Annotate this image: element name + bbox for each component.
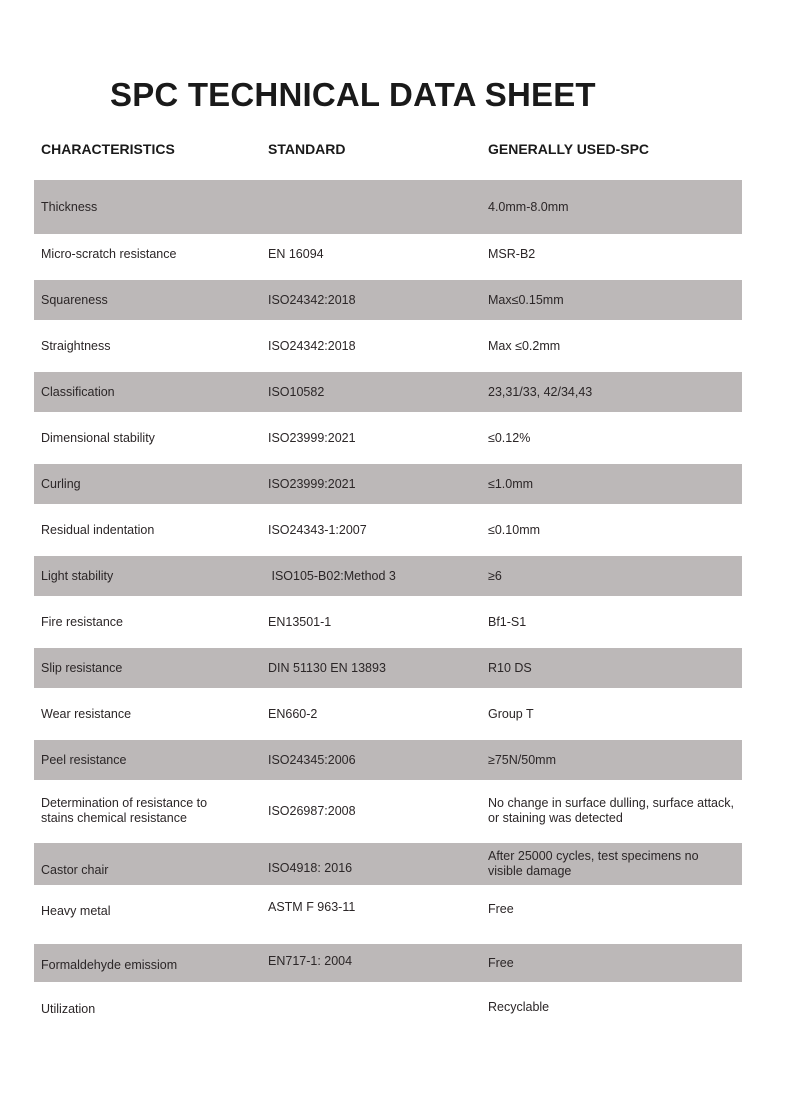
value-cell: Recyclable <box>488 999 550 1014</box>
table-row-castor-chair <box>34 843 742 885</box>
table-row-slip-resistance <box>34 648 742 688</box>
value-cell: No change in surface dulling, surface attack, or staining was detected <box>488 796 734 825</box>
table-row-formaldehyde <box>34 944 742 982</box>
header-characteristics: CHARACTERISTICS <box>41 141 175 157</box>
value-cell: MSR-B2 <box>488 246 536 261</box>
table-row-heavy-metal <box>34 885 742 943</box>
table-row-squareness <box>34 280 742 320</box>
value-cell: Free <box>488 901 514 916</box>
standard-cell: ISO23999:2021 <box>268 430 356 445</box>
standard-cell <box>268 982 478 1034</box>
characteristic-cell: Fire resistance <box>41 614 123 629</box>
characteristic-cell: Peel resistance <box>41 752 127 767</box>
characteristic-cell: Straightness <box>41 338 111 353</box>
value-cell: ≤0.12% <box>488 430 531 445</box>
table-row-classification <box>34 372 742 412</box>
characteristic-cell: Utilization <box>41 1001 96 1016</box>
characteristic-cell: Castor chair <box>41 862 109 877</box>
characteristic-cell: Residual indentation <box>41 522 155 537</box>
characteristic-cell: Dimensional stability <box>41 430 155 445</box>
header-standard: STANDARD <box>268 141 346 157</box>
value-cell: Max ≤0.2mm <box>488 338 561 353</box>
header-value: GENERALLY USED-SPC <box>488 141 650 157</box>
standard-cell: DIN 51130 EN 13893 <box>268 660 386 675</box>
value-cell: After 25000 cycles, test specimens no visible damage <box>488 849 699 878</box>
value-cell: ≤1.0mm <box>488 476 534 491</box>
table-row-straightness <box>34 320 742 372</box>
standard-cell: EN717-1: 2004 <box>268 953 353 968</box>
value-cell: Group T <box>488 706 534 721</box>
characteristic-cell: Heavy metal <box>41 903 111 918</box>
characteristic-cell: Squareness <box>41 292 108 307</box>
table-row-wear-resistance <box>34 688 742 740</box>
standard-cell: ISO24345:2006 <box>268 752 356 767</box>
characteristic-cell: Thickness <box>41 199 98 214</box>
page-title: SPC TECHNICAL DATA SHEET <box>110 76 596 113</box>
value-cell: Free <box>488 955 514 970</box>
table-row-curling <box>34 464 742 504</box>
table-row-thickness <box>34 180 742 234</box>
standard-cell: ISO24342:2018 <box>268 292 356 307</box>
value-cell: 23,31/33, 42/34,43 <box>488 384 593 399</box>
characteristic-cell: Determination of resistance to stains chemical resistance <box>41 796 208 825</box>
table-row-stain-resistance <box>34 780 742 842</box>
characteristic-cell: Slip resistance <box>41 660 123 675</box>
standard-cell: ISO26987:2008 <box>268 803 356 818</box>
characteristic-cell: Curling <box>41 476 81 491</box>
table-row-fire-resistance <box>34 596 742 648</box>
standard-cell: EN 16094 <box>268 246 324 261</box>
standard-cell: ISO24342:2018 <box>268 338 356 353</box>
table-header <box>0 141 790 161</box>
value-cell: ≥75N/50mm <box>488 752 556 767</box>
standard-cell: ISO23999:2021 <box>268 476 356 491</box>
standard-cell: ISO24343-1:2007 <box>268 522 367 537</box>
standard-cell: ISO4918: 2016 <box>268 860 353 875</box>
standard-cell: ISO10582 <box>268 384 325 399</box>
standard-cell: ISO105-B02:Method 3 <box>268 568 396 583</box>
table-row-utilization <box>34 982 742 1034</box>
characteristic-cell: Wear resistance <box>41 706 132 721</box>
table-row-residual-indentation <box>34 504 742 556</box>
table-row-dimensional-stability <box>34 412 742 464</box>
value-cell: ≤0.10mm <box>488 522 541 537</box>
table-row-peel-resistance <box>34 740 742 780</box>
standard-cell: EN13501-1 <box>268 614 332 629</box>
value-cell: Max≤0.15mm <box>488 292 564 307</box>
value-cell: 4.0mm-8.0mm <box>488 199 569 214</box>
value-cell: R10 DS <box>488 660 532 675</box>
characteristic-cell: Light stability <box>41 568 114 583</box>
value-cell: Bf1-S1 <box>488 614 527 629</box>
characteristic-cell: Classification <box>41 384 115 399</box>
characteristic-cell: Micro-scratch resistance <box>41 246 177 261</box>
standard-cell: EN660-2 <box>268 706 318 721</box>
table-row-micro-scratch <box>34 234 742 274</box>
characteristic-cell: Formaldehyde emissiom <box>41 957 178 972</box>
value-cell: ≥6 <box>488 568 502 583</box>
table-row-light-stability <box>34 556 742 596</box>
standard-cell <box>268 180 478 234</box>
standard-cell: ASTM F 963-11 <box>268 899 356 914</box>
